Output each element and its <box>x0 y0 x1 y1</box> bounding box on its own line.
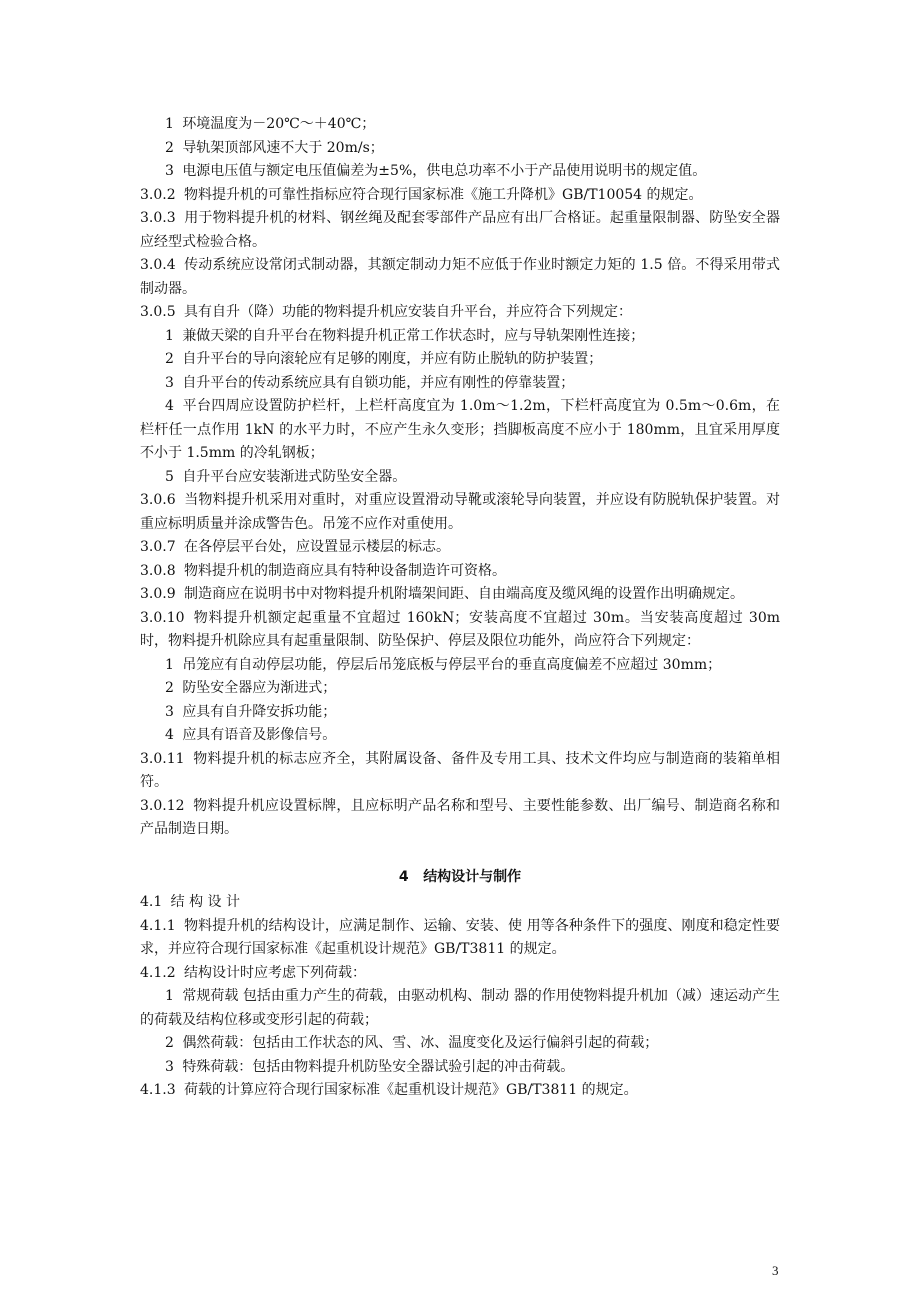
section-4-1: 4.1 结 构 设 计 <box>140 894 241 910</box>
clause-4-1-3: 4.1.3 荷载的计算应符合现行国家标准《起重机设计规范》GB/T3811 的规定。 <box>140 1082 638 1098</box>
clause-3-0-4: 3.0.4 传动系统应设常闭式制动器，其额定制动力矩不应低于作业时额定力矩的 1.5 倍。不得采用带式制动器。 <box>140 257 780 297</box>
list-item: 1 常规荷载 包括由重力产生的荷载，由驱动机构、制动 器的作用使物料提升机加（减）速运动产生的荷载及结构位移或变形引起的荷载； <box>140 988 780 1028</box>
list-item: 3 自升平台的传动系统应具有自锁功能，并应有刚性的停靠装置； <box>165 374 575 391</box>
list-item: 1 环境温度为－20℃～＋40℃； <box>165 116 376 132</box>
list-item: 4 应具有语音及影像信号。 <box>165 727 337 743</box>
clause-3-0-12: 3.0.12 物料提升机应设置标牌，且应标明产品名称和型号、主要性能参数、出厂编号、制造商名称和产品制造日期。 <box>140 797 780 837</box>
list-item: 3 应具有自升降安拆功能； <box>165 703 337 720</box>
clause-3-0-5: 3.0.5 具有自升（降）功能的物料提升机应安装自升平台，并应符合下列规定： <box>140 304 633 320</box>
list-item: 1 兼做天梁的自升平台在物料提升机正常工作状态时，应与导轨架刚性连接； <box>165 327 645 344</box>
list-item: 2 偶然荷载：包括由工作状态的风、雪、冰、温度变化及运行偏斜引起的荷载； <box>165 1035 659 1051</box>
clause-4-1-2: 4.1.2 结构设计时应考虑下列荷载： <box>140 964 367 981</box>
list-item: 2 导轨架顶部风速不大于 20m/s； <box>165 139 384 156</box>
clause-3-0-10: 3.0.10 物料提升机额定起重量不宜超过 160kN；安装高度不宜超过 30m。当安装高度超过 30m 时，物料提升机除应具有起重量限制、防坠保护、停层及限位功能外，尚应符合下列规定： <box>140 609 780 649</box>
list-item: 1 吊笼应有自动停层功能，停层后吊笼底板与停层平台的垂直高度偏差不应超过 30mm； <box>165 656 722 673</box>
clause-3-0-8: 3.0.8 物料提升机的制造商应具有特种设备制造许可资格。 <box>140 562 507 579</box>
clause-3-0-9: 3.0.9 制造商应在说明书中对物料提升机附墙架间距、自由端高度及缆风绳的设置作出明确规定。 <box>140 586 745 602</box>
list-item: 3 电源电压值与额定电压值偏差为±5%，供电总功率不小于产品使用说明书的规定值。 <box>165 163 707 179</box>
clause-3-0-11: 3.0.11 物料提升机的标志应齐全，其附属设备、备件及专用工具、技术文件均应与制造商的装箱单相符。 <box>140 750 780 790</box>
clause-3-0-7: 3.0.7 在各停层平台处，应设置显示楼层的标志。 <box>140 539 451 555</box>
page-content <box>140 113 780 1103</box>
clause-4-1-1: 4.1.1 物料提升机的结构设计，应满足制作、运输、安装、使 用等各种条件下的强度、刚度和稳定性要求，并应符合现行国家标准《起重机设计规范》GB/T3811 的规定。 <box>140 917 780 957</box>
list-item: 2 自升平台的导向滚轮应有足够的刚度，并应有防止脱轨的防护装置； <box>165 351 603 367</box>
page-number: 3 <box>772 1263 779 1278</box>
list-item: 3 特殊荷载：包括由物料提升机防坠安全器试验引起的冲击荷载。 <box>165 1058 575 1075</box>
clause-3-0-2: 3.0.2 物料提升机的可靠性指标应符合现行国家标准《施工升降机》GB/T10054 的规定。 <box>140 186 703 203</box>
clause-3-0-6: 3.0.6 当物料提升机采用对重时，对重应设置滑动导靴或滚轮导向装置，并应设有防脱轨保护装置。对重应标明质量并涂成警告色。吊笼不应作对重使用。 <box>140 492 780 532</box>
list-item: 4 平台四周应设置防护栏杆，上栏杆高度宜为 1.0m～1.2m，下栏杆高度宜为 0.5m～0.6m，在栏杆任一点作用 1kN 的水平力时，不应产生永久变形；挡脚板高度不应小于 180mm，且宜采用厚度不小于 1.5mm 的冷轧钢板； <box>140 398 780 461</box>
clause-3-0-3: 3.0.3 用于物料提升机的材料、钢丝绳及配套零部件产品应有出厂合格证。起重量限制器、防坠安全器应经型式检验合格。 <box>140 210 780 250</box>
chapter-heading: 4 结构设计与制作 <box>398 868 522 885</box>
list-item: 2 防坠安全器应为渐进式； <box>165 680 337 696</box>
list-item: 5 自升平台应安装渐进式防坠安全器。 <box>165 468 407 485</box>
